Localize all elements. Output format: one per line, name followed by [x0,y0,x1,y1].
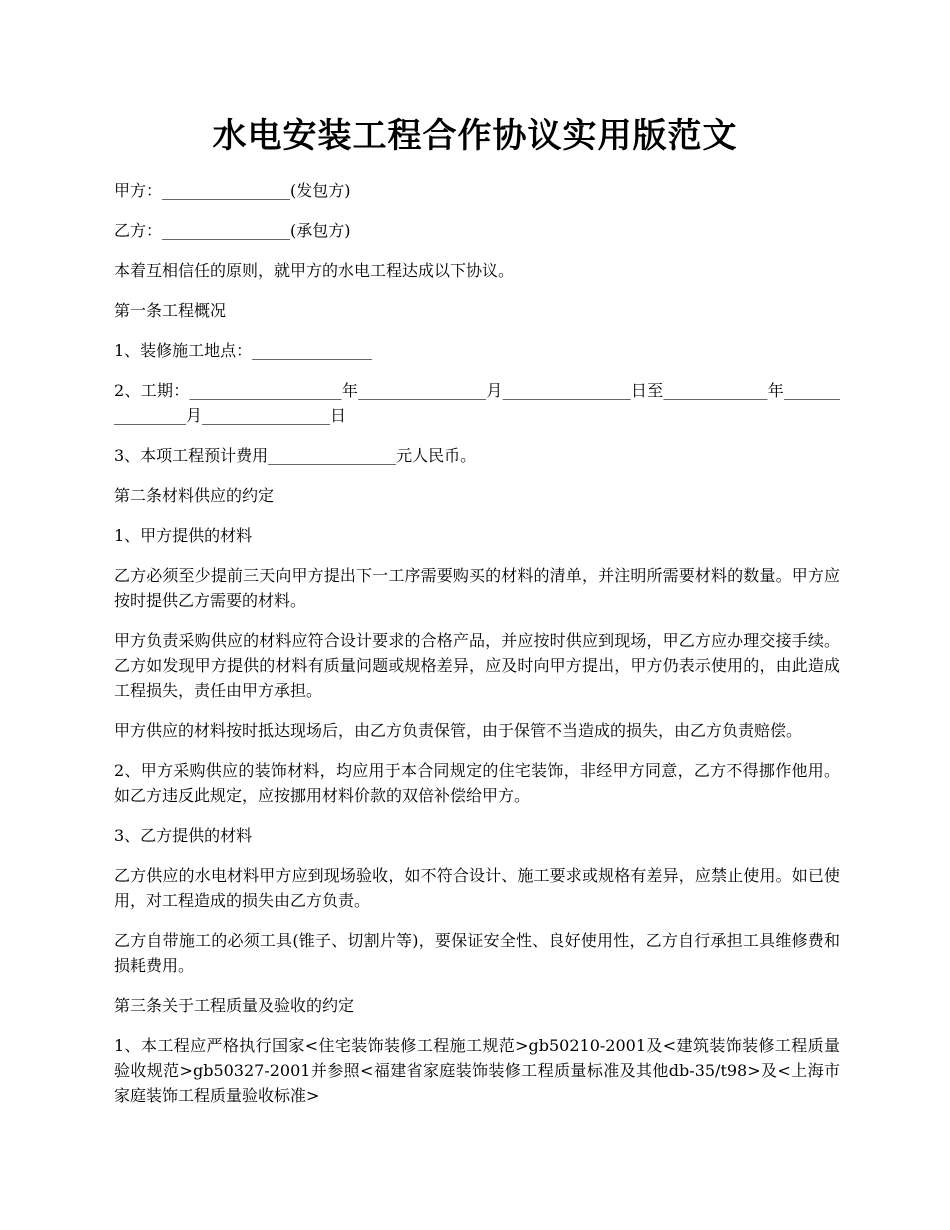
article-1-heading: 第一条工程概况 [114,301,227,320]
paragraph: 甲方负责采购供应的材料应符合设计要求的合格产品，并应按时供应到现场，甲乙方应办理交接手续。乙方如发现甲方提供的材料有质量问题或规格差异，应及时向甲方提出，甲方仍表示使用的，由此造成工程损失，责任由甲方承担。 [114,631,840,700]
document-title: 水电安装工程合作协议实用版范文 [212,116,738,156]
clause-2-3: 3、乙方提供的材料 [114,826,253,845]
preamble: 本着互相信任的原则，就甲方的水电工程达成以下协议。 [114,261,515,280]
clause-1-2: 2、工期：___________________年________________月________________日至_____________年________________月________________日 [114,381,840,425]
article-3-heading: 第三条关于工程质量及验收的约定 [114,996,355,1015]
party-a-line: 甲方：________________(发包方) [114,181,351,200]
clause-3-1: 1、本工程应严格执行国家<住宅装饰装修工程施工规范>gb50210-2001及<建筑装饰装修工程质量验收规范>gb50327-2001并参照<福建省家庭装饰装修工程质量标准及其他db-35/t98>及<上海市家庭装饰工程质量验收标准> [114,1036,840,1105]
paragraph: 甲方供应的材料按时抵达现场后，由乙方负责保管，由于保管不当造成的损失，由乙方负责赔偿。 [114,721,803,740]
document-body [114,178,840,1123]
article-2-heading: 第二条材料供应的约定 [114,486,275,505]
paragraph: 乙方自带施工的必须工具(锥子、切割片等)，要保证安全性、良好使用性，乙方自行承担工具维修费和损耗费用。 [114,931,840,975]
party-b-line: 乙方：________________(承包方) [114,221,351,240]
clause-1-1: 1、装修施工地点：_______________ [114,341,373,360]
paragraph: 乙方必须至少提前三天向甲方提出下一工序需要购买的材料的清单，并注明所需要材料的数量。甲方应按时提供乙方需要的材料。 [114,566,840,610]
clause-2-1: 1、甲方提供的材料 [114,526,253,545]
clause-1-3: 3、本项工程预计费用________________元人民币。 [114,446,477,465]
clause-2-2: 2、甲方采购供应的装饰材料，均应用于本合同规定的住宅装饰，非经甲方同意，乙方不得挪作他用。如乙方违反此规定，应按挪用材料价款的双倍补偿给甲方。 [114,761,840,805]
paragraph: 乙方供应的水电材料甲方应到现场验收，如不符合设计、施工要求或规格有差异，应禁止使用。如已使用，对工程造成的损失由乙方负责。 [114,866,840,910]
